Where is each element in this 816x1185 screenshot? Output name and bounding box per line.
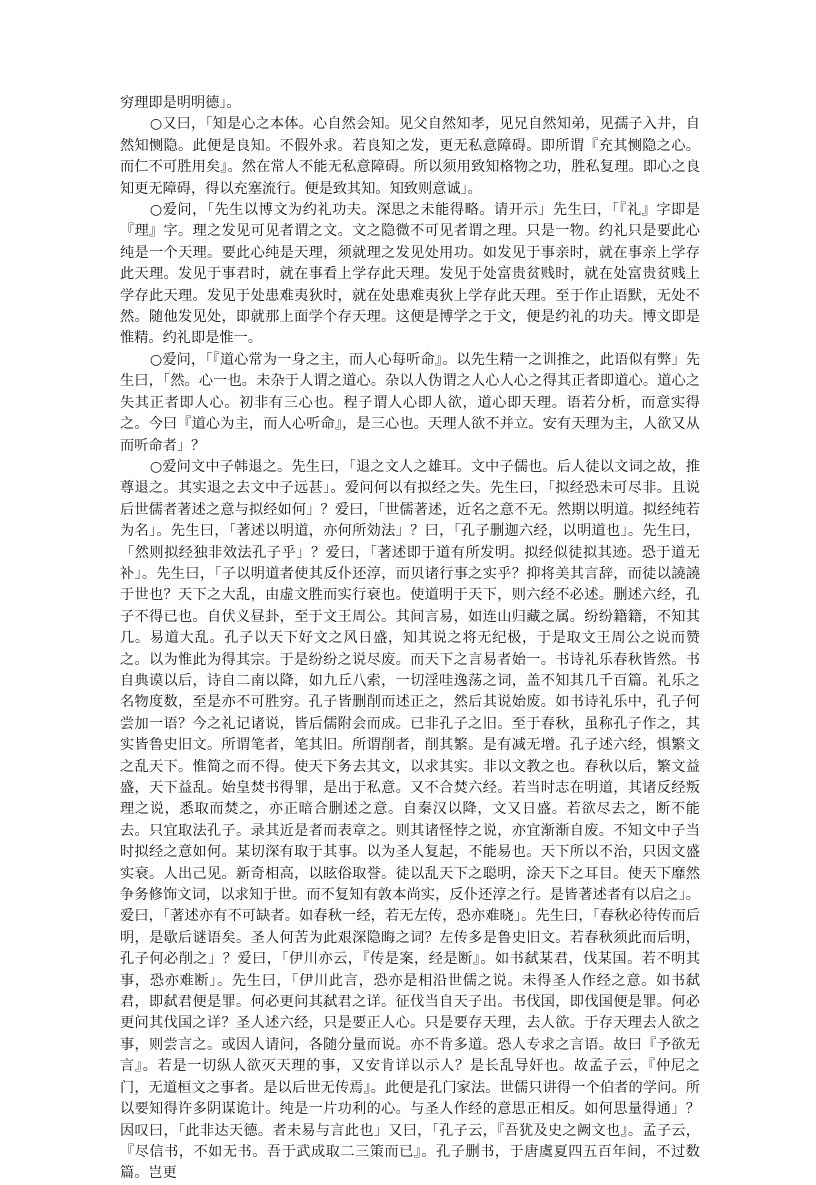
- paragraph: ○爱问，「先生以博文为约礼功夫。深思之未能得略。请开示」先生曰，「『礼』字即是『理』字。理之发见可见者谓之文。文之隐微不可见者谓之理。只是一物。约礼只是要此心纯是一个天理。要此心纯是天理，须就理之发见处用功。如发见于事亲时，就在事亲上学存此天理。发见于事君时，就在事看上学存此天理。发见于处富贵贫贱时，就在处富贵贫贱上学存此天理。发见于处患难夷狄时，就在处患难夷狄上学存此天理。至于作止语默，无处不然。随他发见处，即就那上面学个存天理。这便是博学之于文，便是约礼的功夫。博文即是惟精。约礼即是惟一。: [120, 202, 700, 347]
- paragraph: ○又曰，「知是心之本体。心自然会知。见父自然知孝，见兄自然知弟，见孺子入井，自然知恻隐。此便是良知。不假外求。若良知之发，更无私意障碍。即所谓『充其恻隐之心。而仁不可胜用矣』。然在常人不能无私意障碍。所以须用致知格物之功，胜私复理。即心之良知更无障碍，得以充塞流行。便是致其知。知致则意诚」。: [120, 116, 700, 197]
- body-text: [120, 93, 700, 1185]
- paragraph: ○爱问文中子韩退之。先生曰，「退之文人之雄耳。文中子儒也。后人徒以文词之故，推尊退之。其实退之去文中子远甚」。爱问何以有拟经之失。先生曰，「拟经恐未可尽非。且说后世儒者著述之意与拟经如何」？爱曰，「世儒著述，近名之意不无。然期以明道。拟经纯若为名」。先生曰，「著述以明道，亦何所効法」？曰，「孔子删迦六经，以明道也」。先生曰，「然则拟经独非效法孔子乎」？爱曰，「著述即于道有所发明。拟经似徒拟其迹。恐于道无补」。先生曰，「子以明道者使其反仆还淳，而贝诸行事之实乎？抑将美其言辞，而徒以譊譊于世也？天下之大乱，由虚文胜而实行衰也。使道明于天下，则六经不必述。删述六经，孔子不得已也。自伏义昼卦，至于文王周公。其间言易，如连山归藏之属。纷纷籍籍，不知其几。易道大乱。孔子以天下好文之风日盛，知其说之将无纪极，于是取文王周公之说而赞之。以为惟此为得其宗。于是纷纷之说尽废。而天下之言易者始一。书诗礼乐春秋皆然。书自典谟以后，诗自二南以降，如九丘八索，一切淫哇逸荡之词，盖不知其几千百篇。礼乐之名物度数，至是亦不可胜穷。孔子皆删削而述正之，然后其说始废。如书诗礼乐中，孔子何尝加一语？今之礼记诸说，皆后儒附会而成。已非孔子之旧。至于春秋，虽称孔子作之，其实皆鲁史旧文。所谓笔者，笔其旧。所谓削者，削其繁。是有减无增。孔子述六经，惧繁文之乱天下。惟简之而不得。使天下务去其文，以求其实。非以文教之也。春秋以后，繁文益盛，天下益乱。始皇焚书得罪，是出于私意。又不合焚六经。若当时志在明道，其诸反经叛理之说，悉取而焚之，亦正暗合删述之意。自秦汉以降，文又日盛。若欲尽去之，断不能去。只宜取法孔子。录其近是者而表章之。则其诸怪悖之说，亦宜渐渐自废。不知文中子当时拟经之意如何。某切深有取于其事。以为圣人复起，不能易也。天下所以不治，只因文盛实衰。人出己见。新奇相高，以眩俗取誉。徒以乱天下之聪明，涂天下之耳目。使天下靡然争务修饰文词，以求知于世。而不复知有敦本尚实，反仆还淳之行。是皆著述者有以启之」。爱曰，「著述亦有不可缺者。如春秋一经，若无左传，恐亦难晓」。先生曰，「春秋必待传而后明，是歇后谜语矣。圣人何苦为此艰深隐晦之词？左传多是鲁史旧文。若春秋须此而后明，孔子何必削之」？爱曰，「伊川亦云，『传是案，经是断』。如书弑某君，伐某国。若不明其事，恐亦难断」。先生曰，「伊川此言，恐亦是相沿世儒之说。未得圣人作经之意。如书弑君，即弑君便是罪。何必更问其弑君之详。征伐当自天子出。书伐国，即伐国便是罪。何必更问其伐国之详？圣人述六经，只是要正人心。只是要存天理，去人欲。于存天理去人欲之事，则尝言之。或因人请问，各随分量而说。亦不肯多道。恐人专求之言语。故曰『予欲无言』。若是一切纵人欲灭天理的事，又安肯详以示人？是长乱导奸也。故孟子云，『仲尼之门，无道桓文之事者。是以后世无传焉』。此便是孔门家法。世儒只讲得一个伯者的学问。所以要知得许多阴谋诡计。纯是一片功利的心。与圣人作经的意思正相反。如何思量得通」？因叹曰，「此非达天德。者未易与言此也」又曰，「孔子云，『吾犹及史之阙文也』。孟子云，『尽信书，不如无书。吾于武成取二三策而已』。孔子删书，于唐虞夏四五百年间，不过数篇。岂更: [120, 458, 700, 1182]
- paragraph-continuation: 穷理即是明明德」。: [120, 95, 241, 111]
- paragraph: ○爱问，「『道心常为一身之主，而人心每听命』。以先生精一之训推之，此语似有弊」先生曰，「然。心一也。未杂于人谓之道心。杂以人伪谓之人心人心之得其正者即道心。道心之失其正者即人心。初非有三心也。程子谓人心即人欲，道心即天理。语若分析，而意实得之。今曰『道心为主，而人心听命』，是三心也。天理人欲不并立。安有天理为主，人欲又从而听命者」？: [120, 351, 700, 454]
